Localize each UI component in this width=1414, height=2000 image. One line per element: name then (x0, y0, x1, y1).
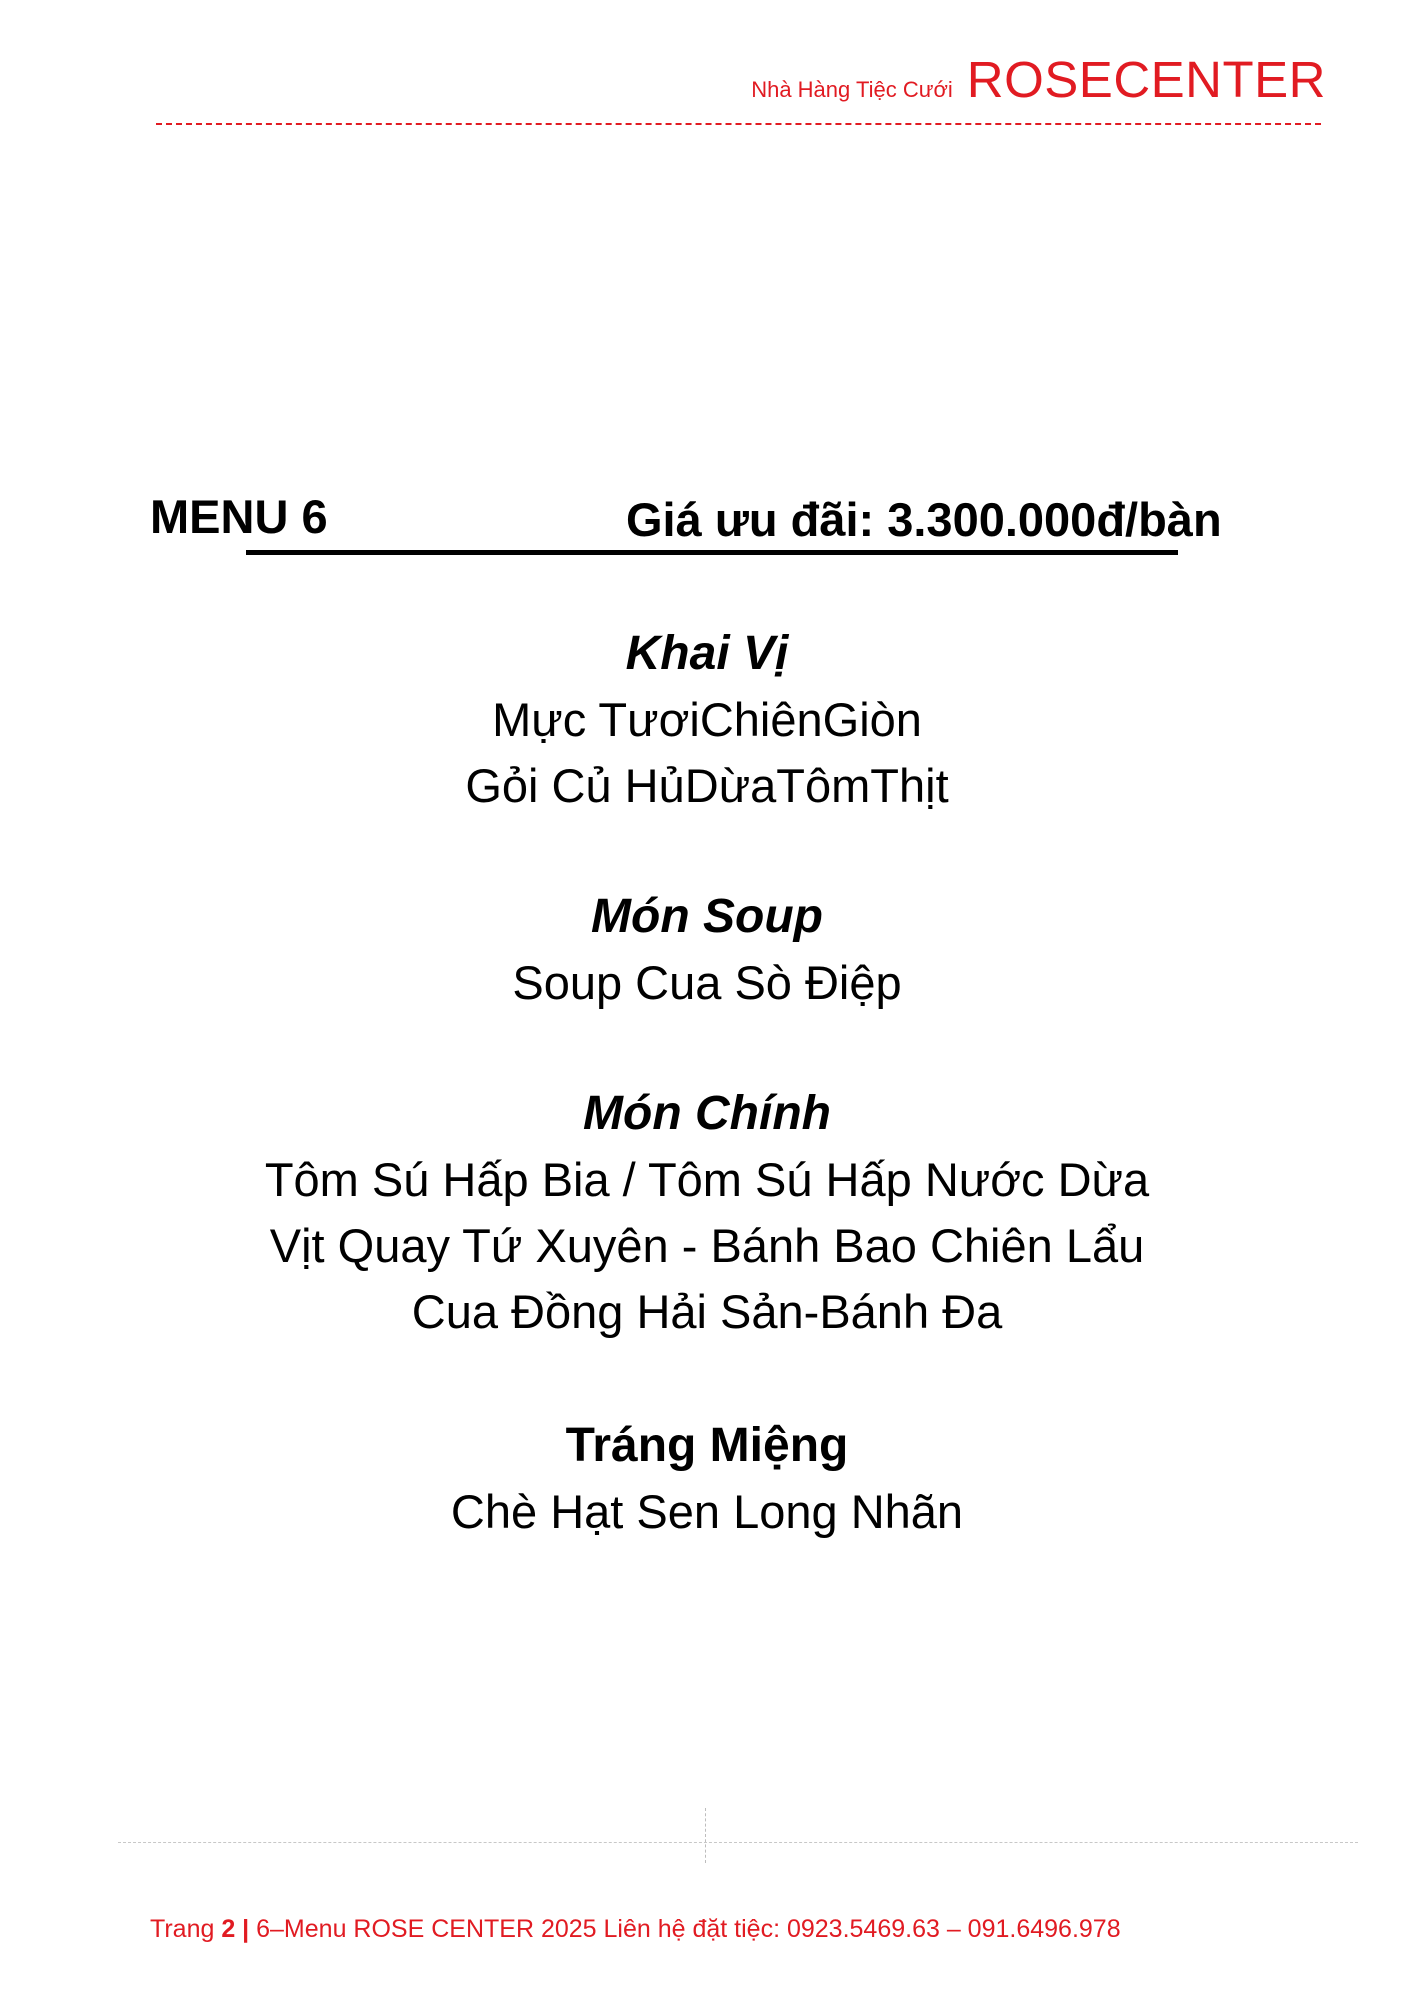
header-subtitle: Nhà Hàng Tiệc Cưới (751, 77, 953, 102)
menu-item: Cua Đồng Hải Sản-Bánh Đa (411, 1285, 1003, 1338)
section-heading: Món Chính (583, 1087, 831, 1140)
section-heading: Khai Vị (625, 627, 789, 680)
footer-vertical-divider (705, 1808, 706, 1863)
section-trang-mieng (0, 1413, 1414, 1545)
footer-divider (118, 1842, 1358, 1843)
menu-item: Tôm Sú Hấp Bia / Tôm Sú Hấp Nước Dừa (264, 1153, 1150, 1206)
menu-item: Chè Hạt Sen Long Nhãn (450, 1485, 964, 1538)
section-heading: Tráng Miệng (565, 1419, 849, 1472)
section-khai-vi (0, 621, 1414, 819)
section-mon-chinh (0, 1081, 1414, 1345)
page-footer (150, 1915, 1121, 1944)
title-underline (246, 550, 1178, 555)
menu-item: Mực TươiChiênGiòn (492, 693, 922, 746)
footer-page-number: 2 (221, 1915, 236, 1943)
header-brand: ROSECENTER (966, 51, 1326, 108)
menu-title: MENU 6 (150, 490, 328, 543)
menu-item: Gỏi Củ HủDừaTômThịt (465, 759, 949, 812)
footer-separator: | (235, 1915, 257, 1943)
header-divider (156, 123, 1321, 125)
footer-text: 6–Menu ROSE CENTER 2025 Liên hệ đặt tiệc: 0923.5469.63 – 091.6496.978 (256, 1915, 1121, 1943)
menu-price: Giá ưu đãi: 3.300.000đ/bàn (626, 493, 1222, 546)
footer-prefix: Trang (150, 1915, 222, 1943)
menu-item: Soup Cua Sò Điệp (512, 956, 902, 1009)
section-mon-soup (0, 884, 1414, 1016)
page-header (751, 50, 1326, 109)
section-heading: Món Soup (591, 890, 823, 943)
menu-item: Vịt Quay Tứ Xuyên - Bánh Bao Chiên Lẩu (269, 1219, 1145, 1272)
